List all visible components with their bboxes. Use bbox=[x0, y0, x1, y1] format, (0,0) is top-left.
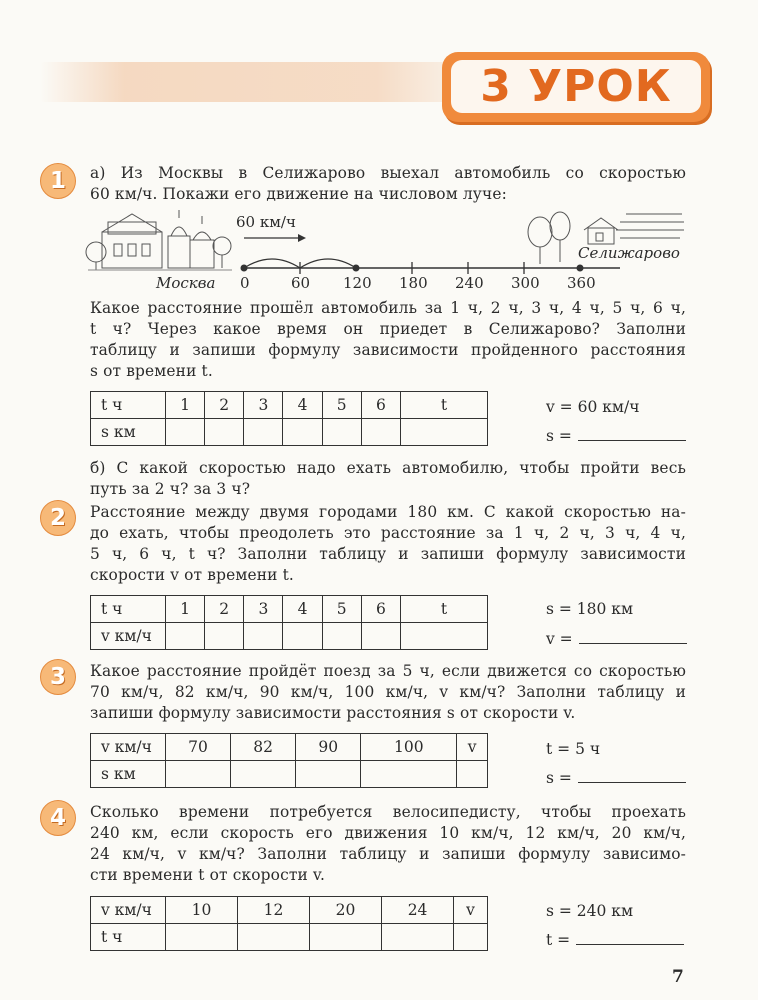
text-line: 240 км, если скорость его движения 10 км/ч, 12 км/ч, 20 км/ч, bbox=[90, 824, 686, 842]
text-line: 70 км/ч, 82 км/ч, 90 км/ч, 100 км/ч, v км/ч? Заполни таблицу и bbox=[90, 683, 686, 701]
task4-text bbox=[90, 802, 686, 886]
answer-cell[interactable] bbox=[401, 419, 488, 446]
text-line: 60 км/ч. Покажи его движение на числовом луче: bbox=[90, 185, 507, 203]
table-cell: v bbox=[454, 897, 488, 924]
table-header: v км/ч bbox=[91, 623, 166, 650]
table-cell: t bbox=[401, 392, 488, 419]
task-number-2: 2 bbox=[40, 500, 76, 536]
text-line: t ч? Через какое время он приедет в Селижарово? Заполни bbox=[90, 320, 686, 338]
task3-text bbox=[90, 661, 686, 724]
answer-cell[interactable] bbox=[361, 419, 400, 446]
task1-part-b bbox=[90, 458, 686, 500]
moscow-illustration bbox=[86, 210, 232, 270]
answer-cell[interactable] bbox=[205, 623, 244, 650]
task3-formula bbox=[546, 767, 686, 787]
text-line: б) С какой скоростью надо ехать автомобилю, чтобы пройти весь bbox=[90, 459, 686, 477]
answer-cell[interactable] bbox=[310, 924, 382, 951]
table-header: v км/ч bbox=[91, 897, 166, 924]
task2-table bbox=[90, 595, 488, 650]
formula-blank[interactable] bbox=[579, 628, 687, 644]
answer-cell[interactable] bbox=[166, 761, 231, 788]
answer-cell[interactable] bbox=[361, 623, 400, 650]
task2-given: s = 180 км bbox=[546, 600, 634, 618]
table-cell: 70 bbox=[166, 734, 231, 761]
table-cell: 3 bbox=[244, 596, 283, 623]
text-line: Расстояние между двумя городами 180 км. С какой скоростью на- bbox=[90, 503, 686, 521]
answer-cell[interactable] bbox=[361, 761, 457, 788]
table-cell: v bbox=[457, 734, 488, 761]
ray-tick-label: 180 bbox=[399, 274, 428, 292]
answer-cell[interactable] bbox=[166, 419, 205, 446]
formula-label: s = bbox=[546, 427, 572, 445]
task-number-1: 1 bbox=[40, 163, 76, 199]
table-cell: 1 bbox=[166, 392, 205, 419]
table-cell: 4 bbox=[283, 596, 322, 623]
text-line: s от времени t. bbox=[90, 362, 213, 380]
answer-cell[interactable] bbox=[244, 623, 283, 650]
task3-table bbox=[90, 733, 488, 788]
formula-label: v = bbox=[546, 630, 573, 648]
answer-cell[interactable] bbox=[283, 419, 322, 446]
page-number: 7 bbox=[672, 967, 684, 987]
text-line: а) Из Москвы в Селижарово выехал автомобиль со скоростью bbox=[90, 164, 686, 182]
formula-blank[interactable] bbox=[578, 767, 686, 783]
task-number-4: 4 bbox=[40, 800, 76, 836]
table-header: t ч bbox=[91, 924, 166, 951]
task3-given: t = 5 ч bbox=[546, 740, 601, 758]
answer-cell[interactable] bbox=[382, 924, 454, 951]
text-line: Какое расстояние прошёл автомобиль за 1 ч, 2 ч, 3 ч, 4 ч, 5 ч, 6 ч, bbox=[90, 299, 686, 317]
ray-tick-label: 120 bbox=[343, 274, 372, 292]
ray-tick-label: 360 bbox=[567, 274, 596, 292]
task2-formula bbox=[546, 628, 687, 648]
table-cell: 90 bbox=[296, 734, 361, 761]
text-line: Какое расстояние пройдёт поезд за 5 ч, если движется со скоростью bbox=[90, 662, 686, 680]
ray-tick-label: 60 bbox=[291, 274, 311, 292]
table-cell: 4 bbox=[283, 392, 322, 419]
ray-tick-label: 0 bbox=[240, 274, 250, 292]
task1-table bbox=[90, 391, 488, 446]
answer-cell[interactable] bbox=[401, 623, 488, 650]
table-header: t ч bbox=[91, 596, 166, 623]
table-cell: 1 bbox=[166, 596, 205, 623]
answer-cell[interactable] bbox=[244, 419, 283, 446]
text-line: сти времени t от скорости v. bbox=[90, 866, 326, 884]
table-cell: 24 bbox=[382, 897, 454, 924]
answer-cell[interactable] bbox=[166, 623, 205, 650]
answer-cell[interactable] bbox=[296, 761, 361, 788]
text-line: таблицу и запиши формулу зависимости пройденного расстояния bbox=[90, 341, 686, 359]
task1-question bbox=[90, 298, 686, 382]
task4-given: s = 240 км bbox=[546, 902, 634, 920]
task2-text bbox=[90, 502, 686, 586]
task1-formula bbox=[546, 425, 686, 445]
answer-cell[interactable] bbox=[205, 419, 244, 446]
table-cell: 20 bbox=[310, 897, 382, 924]
table-cell: 2 bbox=[205, 392, 244, 419]
table-cell: 100 bbox=[361, 734, 457, 761]
table-header: s км bbox=[91, 761, 166, 788]
answer-cell[interactable] bbox=[454, 924, 488, 951]
answer-cell[interactable] bbox=[322, 419, 361, 446]
answer-cell[interactable] bbox=[283, 623, 322, 650]
formula-blank[interactable] bbox=[578, 425, 686, 441]
answer-cell[interactable] bbox=[457, 761, 488, 788]
answer-cell[interactable] bbox=[322, 623, 361, 650]
table-cell: 6 bbox=[361, 596, 400, 623]
moscow-label: Москва bbox=[156, 274, 216, 292]
task-number-3: 3 bbox=[40, 659, 76, 695]
speed-label: 60 км/ч bbox=[236, 213, 296, 231]
table-cell: 10 bbox=[166, 897, 238, 924]
table-cell: 5 bbox=[322, 596, 361, 623]
table-cell: 2 bbox=[205, 596, 244, 623]
ray-tick-label: 240 bbox=[455, 274, 484, 292]
table-cell: 6 bbox=[361, 392, 400, 419]
text-line: до ехать, чтобы преодолеть это расстояние за 1 ч, 2 ч, 3 ч, 4 ч, bbox=[90, 524, 686, 542]
formula-label: t = bbox=[546, 931, 571, 949]
table-header: s км bbox=[91, 419, 166, 446]
task1-given: v = 60 км/ч bbox=[546, 398, 640, 416]
formula-label: s = bbox=[546, 769, 572, 787]
task4-table bbox=[90, 896, 488, 951]
text-line: запиши формулу зависимости расстояния s от скорости v. bbox=[90, 704, 576, 722]
lesson-title: 3 УРОК bbox=[480, 61, 672, 112]
table-header: v км/ч bbox=[91, 734, 166, 761]
text-line: скорости v от времени t. bbox=[90, 566, 294, 584]
task4-formula bbox=[546, 929, 684, 949]
table-cell: 12 bbox=[238, 897, 310, 924]
formula-blank[interactable] bbox=[576, 929, 684, 945]
ray-tick-label: 300 bbox=[511, 274, 540, 292]
text-line: 24 км/ч, v км/ч? Заполни таблицу и запиши формулу зависимо- bbox=[90, 845, 686, 863]
table-cell: 3 bbox=[244, 392, 283, 419]
table-header: t ч bbox=[91, 392, 166, 419]
answer-cell[interactable] bbox=[166, 924, 238, 951]
answer-cell[interactable] bbox=[231, 761, 296, 788]
selizharovo-label: Селижарово bbox=[578, 244, 680, 262]
table-cell: 82 bbox=[231, 734, 296, 761]
table-cell: 5 bbox=[322, 392, 361, 419]
table-cell: t bbox=[401, 596, 488, 623]
answer-cell[interactable] bbox=[238, 924, 310, 951]
text-line: 5 ч, 6 ч, t ч? Заполни таблицу и запиши формулу зависимости bbox=[90, 545, 686, 563]
text-line: Сколько времени потребуется велосипедисту, чтобы проехать bbox=[90, 803, 686, 821]
text-line: путь за 2 ч? за 3 ч? bbox=[90, 480, 251, 498]
